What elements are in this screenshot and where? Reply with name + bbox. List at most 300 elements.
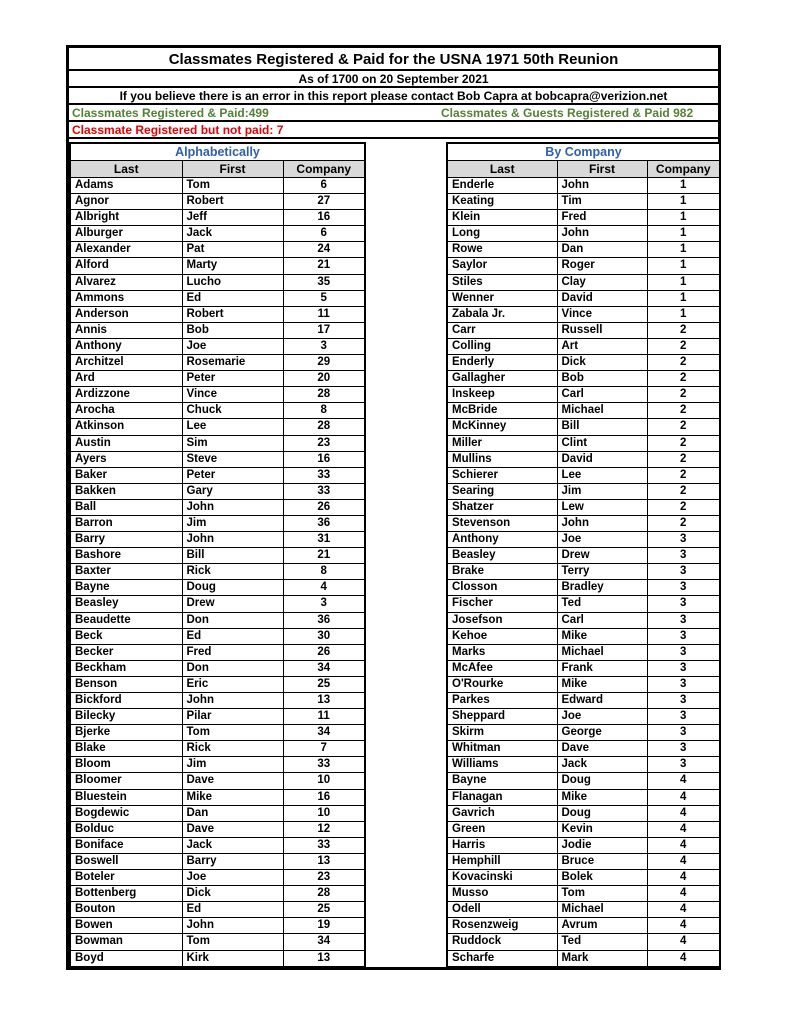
first-name-cell: David	[557, 290, 647, 306]
company-cell: 4	[647, 853, 720, 869]
first-name-cell: Joe	[557, 532, 647, 548]
company-cell: 33	[283, 757, 365, 773]
company-cell: 4	[647, 837, 720, 853]
first-name-cell: Dave	[557, 741, 647, 757]
table-row	[70, 435, 365, 451]
last-name-cell: Zabala Jr.	[447, 306, 557, 322]
table-row	[70, 628, 365, 644]
last-name-cell: Ball	[70, 499, 182, 515]
table-row	[70, 950, 365, 967]
company-cell: 1	[647, 210, 720, 226]
first-name-cell: Dave	[182, 821, 283, 837]
first-name-cell: Vince	[557, 306, 647, 322]
first-name-cell: Jim	[557, 483, 647, 499]
first-name-cell: John	[557, 226, 647, 242]
company-cell: 2	[647, 515, 720, 531]
company-cell: 29	[283, 355, 365, 371]
company-cell: 2	[647, 403, 720, 419]
company-cell: 4	[647, 789, 720, 805]
table-row	[447, 499, 720, 515]
last-name-cell: O'Rourke	[447, 676, 557, 692]
first-name-cell: Terry	[557, 564, 647, 580]
company-cell: 34	[283, 934, 365, 950]
table-row	[447, 419, 720, 435]
table-row	[70, 403, 365, 419]
company-cell: 21	[283, 258, 365, 274]
company-cell: 26	[283, 644, 365, 660]
by-company-column-headers	[447, 161, 720, 178]
first-name-cell: Tom	[182, 725, 283, 741]
company-cell: 3	[647, 564, 720, 580]
last-name-cell: Bottenberg	[70, 886, 182, 902]
last-name-cell: Fischer	[447, 596, 557, 612]
table-row	[70, 805, 365, 821]
table-row	[70, 580, 365, 596]
first-name-cell: Doug	[557, 805, 647, 821]
company-cell: 27	[283, 194, 365, 210]
first-name-cell: Tim	[557, 194, 647, 210]
last-name-cell: Bloomer	[70, 773, 182, 789]
company-cell: 33	[283, 483, 365, 499]
last-name-cell: Flanagan	[447, 789, 557, 805]
last-name-cell: Anthony	[70, 338, 182, 354]
company-cell: 4	[283, 580, 365, 596]
last-name-cell: Boswell	[70, 853, 182, 869]
company-cell: 4	[647, 821, 720, 837]
first-name-cell: Jodie	[557, 837, 647, 853]
first-name-cell: Bill	[557, 419, 647, 435]
column-header-first: First	[182, 161, 283, 178]
report-date: As of 1700 on 20 September 2021	[69, 71, 718, 88]
last-name-cell: Bowman	[70, 934, 182, 950]
first-name-cell: Dick	[182, 886, 283, 902]
first-name-cell: Michael	[557, 902, 647, 918]
first-name-cell: Dan	[557, 242, 647, 258]
last-name-cell: Baxter	[70, 564, 182, 580]
column-header-company: Company	[647, 161, 720, 178]
table-row	[70, 210, 365, 226]
table-row	[70, 290, 365, 306]
table-row	[447, 290, 720, 306]
company-cell: 2	[647, 499, 720, 515]
first-name-cell: Pilar	[182, 709, 283, 725]
company-cell: 4	[647, 805, 720, 821]
stats-row-paid	[69, 105, 718, 122]
first-name-cell: Mike	[182, 789, 283, 805]
last-name-cell: Bogdewic	[70, 805, 182, 821]
first-name-cell: Bob	[182, 322, 283, 338]
first-name-cell: Pat	[182, 242, 283, 258]
last-name-cell: Parkes	[447, 693, 557, 709]
table-row	[70, 194, 365, 210]
table-row	[70, 789, 365, 805]
last-name-cell: Ayers	[70, 451, 182, 467]
table-row	[447, 322, 720, 338]
last-name-cell: Boyd	[70, 950, 182, 967]
table-row	[70, 612, 365, 628]
company-cell: 3	[647, 532, 720, 548]
table-row	[447, 242, 720, 258]
company-cell: 1	[647, 242, 720, 258]
last-name-cell: Bloom	[70, 757, 182, 773]
last-name-cell: Enderly	[447, 355, 557, 371]
first-name-cell: Tom	[182, 934, 283, 950]
last-name-cell: Carr	[447, 322, 557, 338]
company-cell: 2	[647, 387, 720, 403]
first-name-cell: Dick	[557, 355, 647, 371]
last-name-cell: Wenner	[447, 290, 557, 306]
last-name-cell: Rosenzweig	[447, 918, 557, 934]
table-row	[70, 693, 365, 709]
table-row	[70, 596, 365, 612]
table-row	[70, 515, 365, 531]
company-cell: 3	[647, 757, 720, 773]
report-frame	[66, 45, 721, 970]
table-row	[70, 676, 365, 692]
last-name-cell: Marks	[447, 644, 557, 660]
last-name-cell: Bayne	[70, 580, 182, 596]
company-cell: 3	[647, 709, 720, 725]
company-cell: 3	[283, 596, 365, 612]
company-cell: 21	[283, 548, 365, 564]
last-name-cell: Scharfe	[447, 950, 557, 967]
last-name-cell: Miller	[447, 435, 557, 451]
company-cell: 3	[647, 741, 720, 757]
last-name-cell: Beasley	[70, 596, 182, 612]
company-cell: 34	[283, 725, 365, 741]
table-row	[70, 773, 365, 789]
first-name-cell: Edward	[557, 693, 647, 709]
table-row	[70, 934, 365, 950]
last-name-cell: Enderle	[447, 178, 557, 194]
company-cell: 8	[283, 564, 365, 580]
company-cell: 3	[647, 580, 720, 596]
last-name-cell: Boniface	[70, 837, 182, 853]
last-name-cell: Architzel	[70, 355, 182, 371]
first-name-cell: Joe	[182, 338, 283, 354]
first-name-cell: Steve	[182, 451, 283, 467]
first-name-cell: Drew	[182, 596, 283, 612]
table-row	[447, 258, 720, 274]
company-cell: 3	[647, 612, 720, 628]
table-row	[447, 403, 720, 419]
table-row	[447, 274, 720, 290]
last-name-cell: Benson	[70, 676, 182, 692]
first-name-cell: Chuck	[182, 403, 283, 419]
company-cell: 25	[283, 902, 365, 918]
first-name-cell: Mike	[557, 676, 647, 692]
table-row	[70, 709, 365, 725]
first-name-cell: Jack	[557, 757, 647, 773]
company-cell: 12	[283, 821, 365, 837]
company-cell: 24	[283, 242, 365, 258]
first-name-cell: Clay	[557, 274, 647, 290]
company-cell: 16	[283, 210, 365, 226]
table-row	[447, 870, 720, 886]
first-name-cell: Jim	[182, 515, 283, 531]
first-name-cell: Barry	[182, 853, 283, 869]
contact-note: If you believe there is an error in this report please contact Bob Capra at bobcapra@verizion.net	[69, 88, 718, 105]
company-cell: 25	[283, 676, 365, 692]
company-cell: 13	[283, 693, 365, 709]
first-name-cell: Bolek	[557, 870, 647, 886]
last-name-cell: Beasley	[447, 548, 557, 564]
company-cell: 30	[283, 628, 365, 644]
column-header-last: Last	[70, 161, 182, 178]
last-name-cell: Saylor	[447, 258, 557, 274]
first-name-cell: Mike	[557, 789, 647, 805]
table-row	[70, 226, 365, 242]
first-name-cell: Russell	[557, 322, 647, 338]
first-name-cell: Robert	[182, 194, 283, 210]
table-row	[70, 532, 365, 548]
table-row	[447, 741, 720, 757]
company-cell: 33	[283, 467, 365, 483]
last-name-cell: Bilecky	[70, 709, 182, 725]
company-cell: 1	[647, 178, 720, 194]
column-header-first: First	[557, 161, 647, 178]
first-name-cell: Rick	[182, 564, 283, 580]
last-name-cell: Bowen	[70, 918, 182, 934]
first-name-cell: Don	[182, 612, 283, 628]
table-row	[447, 660, 720, 676]
company-cell: 3	[647, 725, 720, 741]
first-name-cell: Avrum	[557, 918, 647, 934]
first-name-cell: Peter	[182, 467, 283, 483]
company-cell: 26	[283, 499, 365, 515]
last-name-cell: Ruddock	[447, 934, 557, 950]
last-name-cell: Ammons	[70, 290, 182, 306]
table-row	[70, 757, 365, 773]
company-cell: 4	[647, 902, 720, 918]
table-row	[447, 918, 720, 934]
company-cell: 28	[283, 419, 365, 435]
first-name-cell: Bob	[557, 371, 647, 387]
company-cell: 4	[647, 886, 720, 902]
table-row	[447, 628, 720, 644]
company-cell: 10	[283, 773, 365, 789]
first-name-cell: Art	[557, 338, 647, 354]
first-name-cell: George	[557, 725, 647, 741]
first-name-cell: Ted	[557, 596, 647, 612]
table-row	[447, 371, 720, 387]
first-name-cell: Joe	[182, 870, 283, 886]
last-name-cell: Anderson	[70, 306, 182, 322]
company-cell: 1	[647, 258, 720, 274]
company-cell: 3	[647, 660, 720, 676]
table-row	[70, 886, 365, 902]
company-cell: 23	[283, 435, 365, 451]
company-cell: 2	[647, 322, 720, 338]
last-name-cell: Kehoe	[447, 628, 557, 644]
first-name-cell: Doug	[557, 773, 647, 789]
last-name-cell: Becker	[70, 644, 182, 660]
last-name-cell: Bickford	[70, 693, 182, 709]
first-name-cell: Ted	[557, 934, 647, 950]
last-name-cell: Green	[447, 821, 557, 837]
table-row	[70, 902, 365, 918]
alphabetical-column-headers	[70, 161, 365, 178]
table-row	[70, 258, 365, 274]
company-cell: 6	[283, 226, 365, 242]
first-name-cell: Lucho	[182, 274, 283, 290]
last-name-cell: Ardizzone	[70, 387, 182, 403]
last-name-cell: Bolduc	[70, 821, 182, 837]
last-name-cell: Alexander	[70, 242, 182, 258]
last-name-cell: Mullins	[447, 451, 557, 467]
last-name-cell: Musso	[447, 886, 557, 902]
column-header-last: Last	[447, 161, 557, 178]
first-name-cell: Tom	[182, 178, 283, 194]
report-header	[69, 48, 718, 139]
last-name-cell: Baker	[70, 467, 182, 483]
stat-registered-not-paid: Classmate Registered but not paid: 7	[72, 123, 284, 137]
last-name-cell: Kovacinski	[447, 870, 557, 886]
last-name-cell: McKinney	[447, 419, 557, 435]
first-name-cell: John	[182, 499, 283, 515]
company-cell: 2	[647, 451, 720, 467]
last-name-cell: Gavrich	[447, 805, 557, 821]
table-row	[70, 338, 365, 354]
table-row	[447, 548, 720, 564]
table-row	[447, 789, 720, 805]
first-name-cell: John	[557, 515, 647, 531]
last-name-cell: Rowe	[447, 242, 557, 258]
last-name-cell: Skirm	[447, 725, 557, 741]
last-name-cell: Beck	[70, 628, 182, 644]
company-cell: 19	[283, 918, 365, 934]
company-cell: 5	[283, 290, 365, 306]
last-name-cell: Bayne	[447, 773, 557, 789]
column-header-company: Company	[283, 161, 365, 178]
company-cell: 2	[647, 371, 720, 387]
last-name-cell: Stevenson	[447, 515, 557, 531]
table-row	[447, 725, 720, 741]
company-cell: 2	[647, 483, 720, 499]
last-name-cell: Atkinson	[70, 419, 182, 435]
company-cell: 10	[283, 805, 365, 821]
first-name-cell: Mike	[557, 628, 647, 644]
table-row	[70, 564, 365, 580]
first-name-cell: Michael	[557, 403, 647, 419]
first-name-cell: Jack	[182, 226, 283, 242]
first-name-cell: Joe	[557, 709, 647, 725]
first-name-cell: Rick	[182, 741, 283, 757]
table-row	[70, 548, 365, 564]
first-name-cell: Peter	[182, 371, 283, 387]
first-name-cell: Ed	[182, 290, 283, 306]
company-cell: 17	[283, 322, 365, 338]
company-cell: 20	[283, 371, 365, 387]
table-row	[70, 837, 365, 853]
last-name-cell: Hemphill	[447, 853, 557, 869]
stats-row-not-paid	[69, 122, 718, 139]
table-row	[447, 451, 720, 467]
last-name-cell: Beckham	[70, 660, 182, 676]
table-row	[70, 451, 365, 467]
company-cell: 11	[283, 306, 365, 322]
company-cell: 13	[283, 950, 365, 967]
table-row	[70, 499, 365, 515]
first-name-cell: Lee	[182, 419, 283, 435]
table-row	[447, 580, 720, 596]
company-cell: 2	[647, 338, 720, 354]
last-name-cell: Schierer	[447, 467, 557, 483]
last-name-cell: Alvarez	[70, 274, 182, 290]
table-row	[447, 709, 720, 725]
company-cell: 3	[647, 644, 720, 660]
first-name-cell: Gary	[182, 483, 283, 499]
table-row	[447, 355, 720, 371]
table-row	[447, 773, 720, 789]
company-cell: 11	[283, 709, 365, 725]
first-name-cell: David	[557, 451, 647, 467]
company-cell: 3	[647, 548, 720, 564]
table-row	[70, 660, 365, 676]
last-name-cell: Barry	[70, 532, 182, 548]
table-row	[447, 338, 720, 354]
first-name-cell: Bradley	[557, 580, 647, 596]
table-row	[447, 178, 720, 194]
last-name-cell: Alburger	[70, 226, 182, 242]
by-company-caption-row	[447, 143, 720, 161]
table-row	[447, 853, 720, 869]
table-row	[447, 837, 720, 853]
table-row	[447, 693, 720, 709]
last-name-cell: Sheppard	[447, 709, 557, 725]
last-name-cell: Boteler	[70, 870, 182, 886]
last-name-cell: Klein	[447, 210, 557, 226]
first-name-cell: John	[182, 693, 283, 709]
table-row	[447, 676, 720, 692]
first-name-cell: Kevin	[557, 821, 647, 837]
first-name-cell: Roger	[557, 258, 647, 274]
company-cell: 23	[283, 870, 365, 886]
company-cell: 6	[283, 178, 365, 194]
table-row	[447, 515, 720, 531]
company-cell: 1	[647, 274, 720, 290]
first-name-cell: Ed	[182, 902, 283, 918]
first-name-cell: Robert	[182, 306, 283, 322]
first-name-cell: Drew	[557, 548, 647, 564]
last-name-cell: Alford	[70, 258, 182, 274]
table-row	[70, 483, 365, 499]
company-cell: 3	[647, 676, 720, 692]
table-row	[70, 322, 365, 338]
table-row	[70, 419, 365, 435]
table-row	[447, 644, 720, 660]
first-name-cell: Jack	[182, 837, 283, 853]
company-cell: 13	[283, 853, 365, 869]
last-name-cell: Inskeep	[447, 387, 557, 403]
first-name-cell: Clint	[557, 435, 647, 451]
table-row	[447, 194, 720, 210]
table-row	[447, 934, 720, 950]
first-name-cell: Lee	[557, 467, 647, 483]
first-name-cell: Dave	[182, 773, 283, 789]
last-name-cell: Shatzer	[447, 499, 557, 515]
last-name-cell: Harris	[447, 837, 557, 853]
table-row	[447, 210, 720, 226]
last-name-cell: Josefson	[447, 612, 557, 628]
company-cell: 4	[647, 773, 720, 789]
company-cell: 1	[647, 290, 720, 306]
last-name-cell: Colling	[447, 338, 557, 354]
company-cell: 1	[647, 226, 720, 242]
company-cell: 4	[647, 950, 720, 967]
last-name-cell: Blake	[70, 741, 182, 757]
company-cell: 2	[647, 435, 720, 451]
